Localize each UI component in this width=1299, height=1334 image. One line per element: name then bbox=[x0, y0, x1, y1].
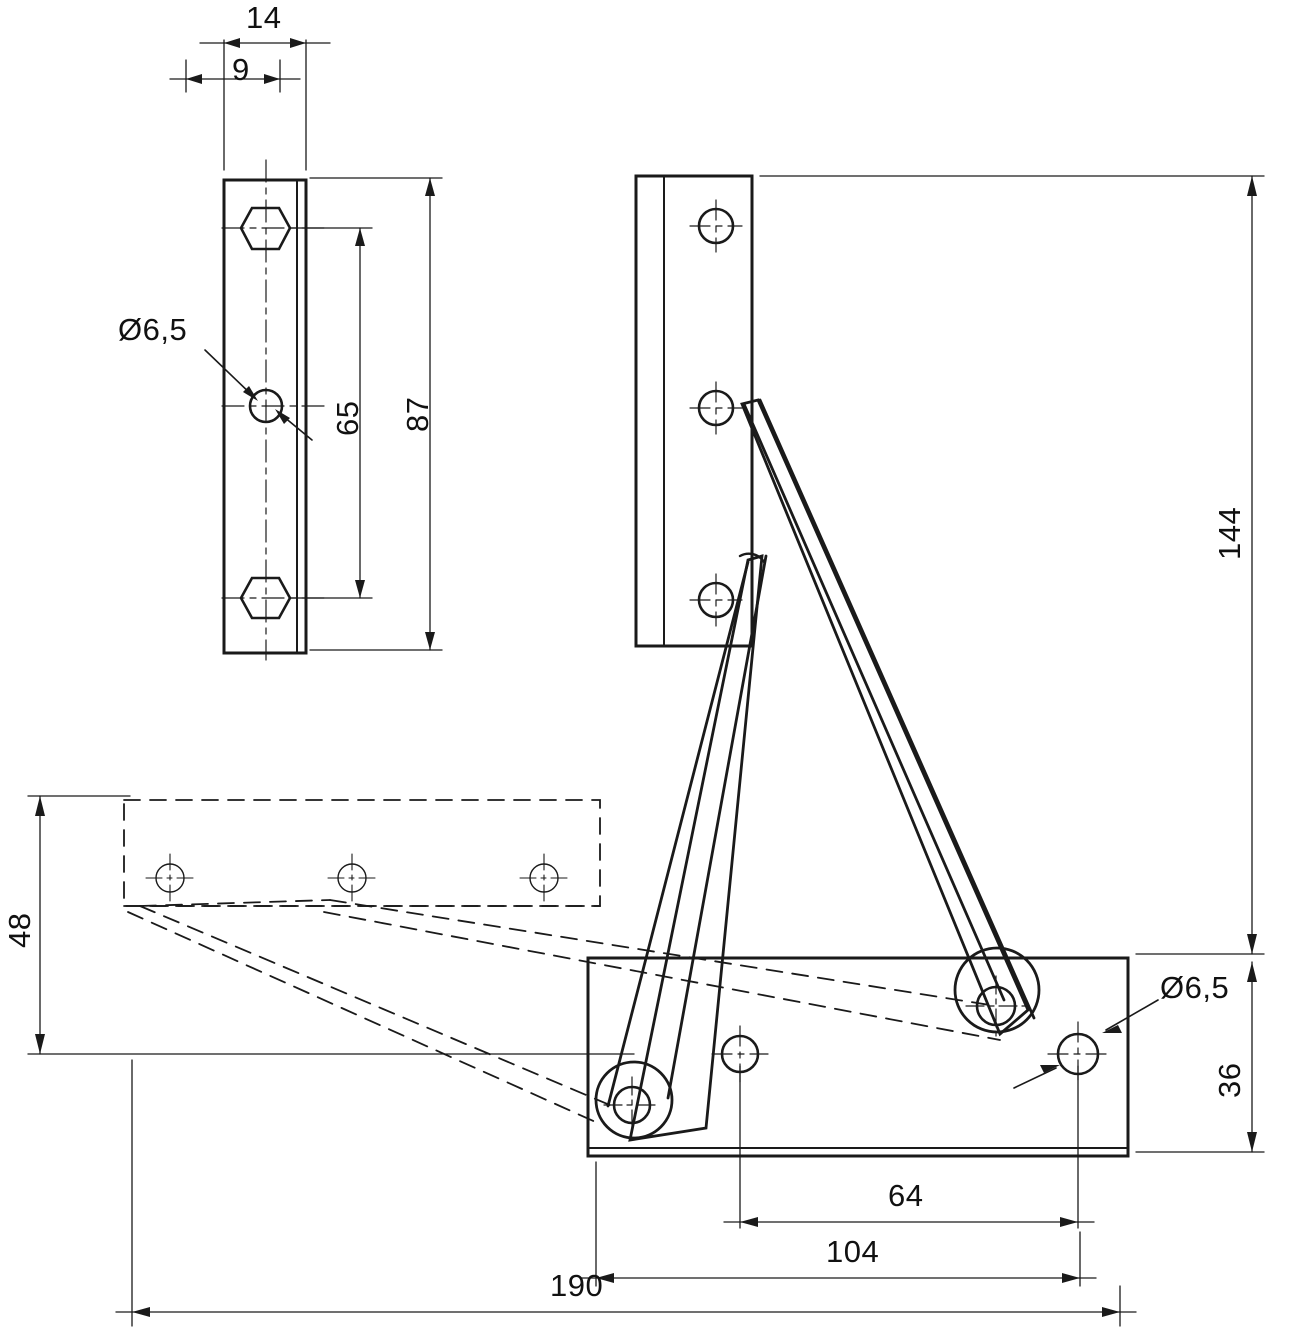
dim-label-36: 36 bbox=[1212, 1062, 1247, 1098]
dim-label-190: 190 bbox=[550, 1268, 604, 1303]
dim-48 bbox=[28, 796, 634, 1054]
drawing-geometry bbox=[28, 38, 1264, 1326]
dim-label-diameter-base: Ø6,5 bbox=[1160, 970, 1230, 1005]
dim-label-65: 65 bbox=[330, 400, 365, 436]
dim-label-diameter-top: Ø6,5 bbox=[118, 312, 188, 347]
dim-label-87: 87 bbox=[400, 396, 435, 432]
dim-label-104: 104 bbox=[826, 1234, 880, 1269]
dim-label-64: 64 bbox=[888, 1178, 924, 1213]
phantom-holes bbox=[146, 854, 568, 902]
dim-label-48: 48 bbox=[2, 912, 37, 948]
leader-diameter-top bbox=[205, 350, 312, 440]
leader-diameter-base bbox=[1014, 1000, 1158, 1088]
dim-14 bbox=[200, 38, 330, 170]
folded-position-phantom bbox=[124, 800, 1000, 1124]
dim-190 bbox=[116, 1060, 1136, 1326]
dim-label-9: 9 bbox=[232, 52, 250, 87]
dim-label-14: 14 bbox=[246, 0, 282, 35]
view-bracket bbox=[588, 176, 1128, 1156]
dim-label-144: 144 bbox=[1212, 506, 1247, 560]
dim-144 bbox=[760, 176, 1264, 954]
